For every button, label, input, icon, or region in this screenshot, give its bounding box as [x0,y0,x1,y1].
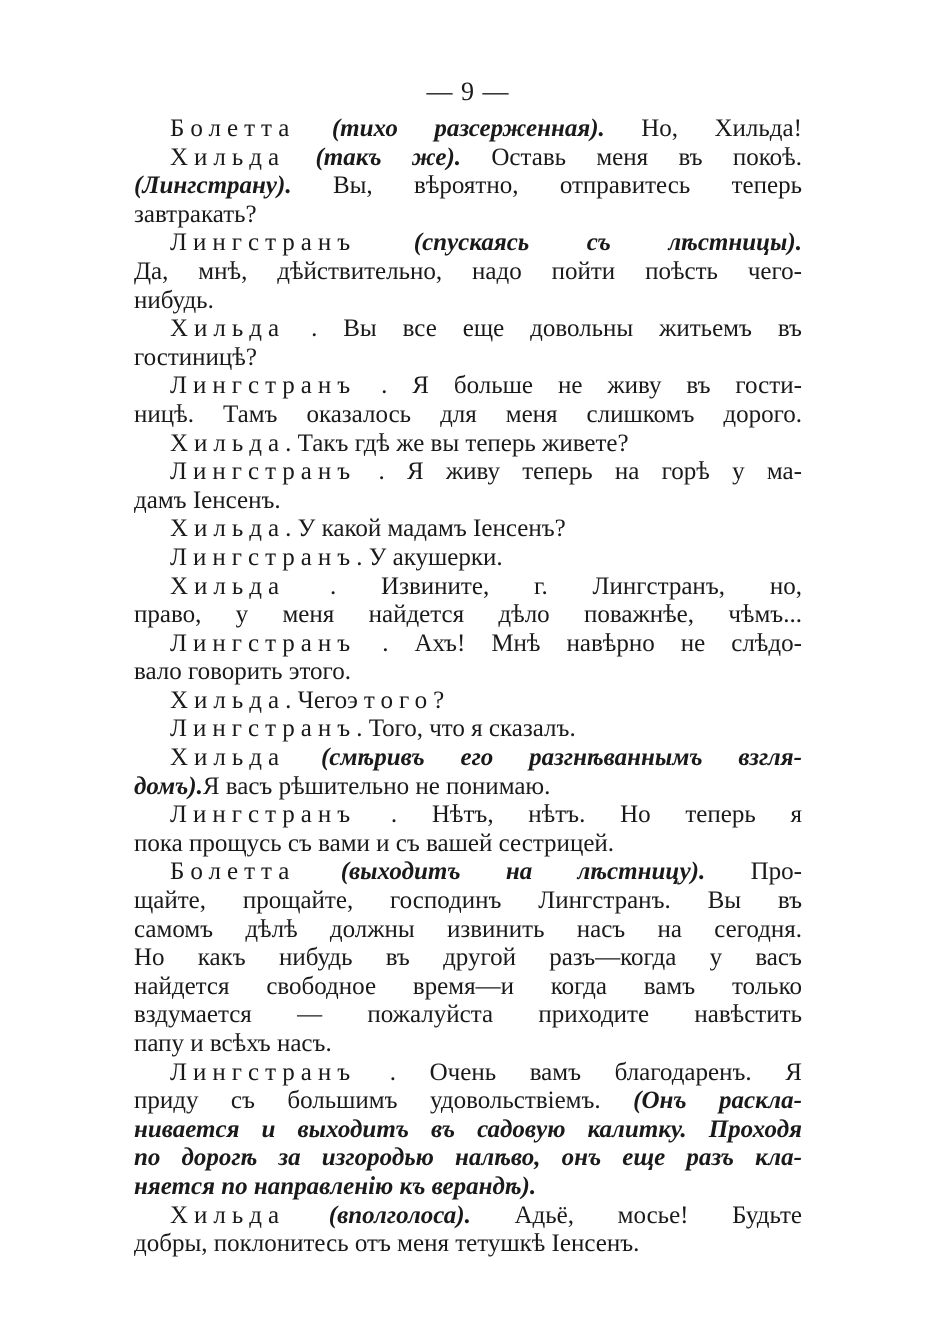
stage-direction: лѣстницы). [668,229,802,257]
stage-direction: въ [431,1115,456,1143]
stage-direction: домъ). [134,772,203,800]
speaker-name: Хильда [170,429,286,457]
dialogue-text: Я васъ рѣшительно не понимаю. [202,772,551,800]
dialogue-text: еще [462,315,505,343]
speaker-name: Хильда [170,572,286,600]
stage-direction: (спускаясь [413,229,530,257]
text-line [134,1144,802,1173]
dialogue-text: . [389,1058,397,1086]
text-line [134,1173,802,1202]
text-line [134,430,802,459]
dialogue-text: въ [686,372,711,400]
dialogue-text: . [381,372,388,400]
stage-direction: калитку. [587,1115,687,1143]
text-line [134,344,802,373]
speaker-name: Лингстранъ [170,229,357,257]
speaker-name: Хильда [170,315,286,343]
dialogue-text: вало говорить этого. [134,658,351,686]
dialogue-text: господинъ [390,887,502,915]
stage-direction: (тихо [331,115,398,142]
dialogue-text: найдется [134,972,230,1000]
speaker-name: Болетта [170,115,296,142]
dialogue-text: приходите [538,1001,650,1029]
stage-direction: на [505,858,533,886]
speaker-name: Лингстранъ [170,715,357,743]
dialogue-text: дорого. [723,400,802,428]
speaker-name: Хильда [170,686,286,714]
dialogue-text: слишкомъ [586,400,695,428]
text-line [134,630,802,659]
text-line [134,458,802,487]
text-line [134,830,802,859]
dialogue-text: навѣрно [566,629,655,657]
dialogue-text: ницѣ. [134,400,194,428]
dialogue-text: насъ [576,915,626,943]
stage-direction: садовую [477,1115,566,1143]
dialogue-text: Лингстранъ. [538,887,671,915]
text-line [134,229,802,258]
dialogue-text: на [657,915,682,943]
dialogue-text: теперь [731,172,802,200]
stage-direction: разгнѣваннымъ [529,744,703,772]
dialogue-text: Мнѣ [491,629,541,657]
dialogue-text: житьемъ [659,315,752,343]
dialogue-text: ма- [766,458,802,486]
dialogue-text: въ [777,315,802,343]
dialogue-text: Про- [750,858,802,886]
text-line [134,1230,802,1259]
dialogue-text: но, [769,572,802,600]
text-line [134,1087,802,1116]
text-line [134,372,802,401]
dialogue-text: . У акушерки. [356,543,503,571]
dialogue-text: пока прощусь съ вами и съ вашей сестрицей. [134,829,615,857]
dialogue-text: чего- [747,257,802,285]
dialogue-text: время—и [412,972,514,1000]
dialogue-text: извинить [446,915,545,943]
text-line [134,687,802,716]
dialogue-text: папу и всѣхъ насъ. [134,1030,332,1057]
dialogue-text: теперь [685,801,756,829]
speaker-name: Хильда [170,744,286,772]
dialogue-text: дамъ Іенсенъ. [134,486,281,514]
dialogue-text: завтракать? [134,200,257,228]
dialogue-text: Оставь [491,143,567,171]
dialogue-text: вамъ [529,1058,582,1086]
dialogue-text: у [709,944,723,972]
dialogue-text: меня [282,601,335,629]
dialogue-text: поважнѣе, [584,601,695,629]
dialogue-text: найдется [368,601,465,629]
stage-direction: (Онъ [633,1087,687,1115]
text-line [134,1116,802,1145]
speaker-name: Хильда [170,1201,286,1229]
stage-direction: кла- [755,1144,802,1172]
stage-direction: же). [411,143,462,171]
dialogue-text: не [680,629,706,657]
speaker-name: Лингстранъ [170,543,357,571]
dialogue-text: Но [620,801,651,829]
dialogue-text: Вы [343,315,377,343]
dialogue-text: мосье! [617,1201,689,1229]
stage-direction: лѣстницу). [577,858,706,886]
stage-direction: (такъ [315,143,382,171]
dialogue-text: вамъ [643,972,696,1000]
text-line [134,1030,802,1059]
dialogue-text: чѣмъ... [728,601,802,629]
stage-direction: разъ [686,1144,734,1172]
stage-direction: (вполголоса). [328,1201,471,1229]
dialogue-text: . [378,458,385,486]
speaker-name: Лингстранъ [170,372,357,400]
text-line [134,1001,802,1030]
speaker-name: Лингстранъ [170,629,357,657]
dialogue-text: добры, поклонитесь отъ меня тетушкѣ Іенсенъ. [134,1230,640,1258]
dialogue-text: Будьте [732,1201,802,1229]
dialogue-text: все [402,315,437,343]
dialogue-text: должны [329,915,415,943]
dialogue-text: дѣло [498,601,550,629]
stage-direction: по [134,1144,161,1172]
stage-direction: раскла- [719,1087,802,1115]
dialogue-text: покоѣ. [732,143,802,171]
dialogue-text: дѣлѣ [245,915,298,943]
stage-direction: его [460,744,494,772]
dialogue-text: на [614,458,640,486]
dialogue-text: Лингстранъ, [592,572,725,600]
text-line [134,515,802,544]
dialogue-text: теперь [522,458,593,486]
dialogue-text: отправитесь [559,172,691,200]
text-line [134,1059,802,1088]
stage-direction: еще [622,1144,666,1172]
dialogue-text: разъ—когда [549,944,677,972]
dialogue-text: Я [406,458,424,486]
text-line [134,944,802,973]
dialogue-text: оказалось [306,400,412,428]
text-line [134,115,802,144]
stage-direction: онъ [561,1144,602,1172]
dialogue-text: меня [505,400,558,428]
text-line [134,172,802,201]
dialogue-text: гостиницѣ? [134,343,257,371]
dialogue-text: самомъ [134,915,214,943]
dialogue-text: прощайте, [242,887,354,915]
dialogue-text: . [329,572,337,600]
text-line [134,287,802,316]
dialogue-text: меня [596,143,649,171]
dialogue-text: когда [550,972,607,1000]
dialogue-text: только [731,972,802,1000]
dialogue-text: щайте, [134,887,206,915]
speaker-name: Лингстранъ [170,1058,357,1086]
stage-direction: (Лингстрану). [134,172,292,200]
dialogue-text: надо [472,257,522,285]
dialogue-text: вздумается [134,1001,252,1029]
dialogue-text: Адьё, [514,1201,574,1229]
dialogue-text: горѣ [661,458,710,486]
dialogue-text: сегодня. [714,915,802,943]
text-line [134,773,802,802]
stage-direction: съ [586,229,611,257]
stage-direction: налѣво, [455,1144,541,1172]
dialogue-text: Хильда! [714,115,802,142]
stage-direction: (выходитъ [340,858,461,886]
text-line [134,201,802,230]
dialogue-text: мнѣ, [198,257,248,285]
dialogue-text: приду [134,1087,199,1115]
text-line [134,544,802,573]
stage-direction: нивается [134,1115,240,1143]
dialogue-text: Я [412,372,429,400]
dialogue-text: свободное [266,972,377,1000]
dialogue-text: — [297,1001,323,1029]
text-line [134,1202,802,1231]
dialogue-text: . [311,315,318,343]
dialogue-text: . [390,801,398,829]
dialogue-text: въ [777,887,802,915]
speaker-name: этого [347,686,434,714]
text-line [134,401,802,430]
dialogue-text: живу [607,372,662,400]
dialogue-text: васъ [755,944,802,972]
speaker-name: Лингстранъ [170,458,357,486]
dialogue-text: удовольствіемъ. [429,1087,601,1115]
dialogue-text: благодаренъ. [614,1058,752,1086]
text-line [134,916,802,945]
speaker-name: Хильда [170,143,286,171]
stage-direction: выходитъ [297,1115,409,1143]
dialogue-text: поѣсть [645,257,718,285]
dialogue-text: у [732,458,745,486]
dialogue-text: право, [134,601,202,629]
dialogue-text: живу [445,458,500,486]
page-number: — 9 — [426,77,510,106]
dialogue-text: Да, [134,257,169,285]
book-page [134,78,802,1259]
dialogue-text: Но [134,944,165,972]
text-line [134,715,802,744]
text-line [134,744,802,773]
stage-direction: дорогѣ [181,1144,258,1172]
dialogue-text: Тамъ [222,400,278,428]
text-line [134,887,802,916]
speaker-name: Хильда [170,515,286,543]
dialogue-text: навѣстить [694,1001,802,1029]
dialogue-text: въ [678,143,703,171]
text-line [134,487,802,516]
dialogue-text: . У какой мадамъ Іенсенъ? [285,515,566,543]
stage-direction: Проходя [708,1115,802,1143]
dialogue-text: другой [443,944,516,972]
text-line [134,315,802,344]
speaker-name: Болетта [170,858,296,886]
dialogue-text: Вы [707,887,742,915]
dialogue-text: нибудь [278,944,353,972]
dialogue-text: . [382,629,389,657]
dialogue-text: слѣдо- [731,629,802,657]
dialogue-text: въ [385,944,410,972]
dialogue-text: Очень [429,1058,497,1086]
dialogue-text: пожалуйста [367,1001,494,1029]
stage-direction: и [261,1115,276,1143]
dialogue-text: нѣтъ. [528,801,586,829]
dialogue-text: . Такъ гдѣ же вы теперь живете? [285,429,629,457]
stage-direction: изгородью [321,1144,434,1172]
dialogue-text: не [557,372,583,400]
dialogue-text: довольны [530,315,634,343]
text-line [134,801,802,830]
dialogue-text: я [790,801,802,829]
stage-direction: няется по направленію къ верандѣ). [134,1172,537,1200]
dialogue-text: гости- [735,372,802,400]
text-line [134,973,802,1002]
dialogue-text: какъ [197,944,246,972]
dialogue-text: пойти [551,257,616,285]
stage-direction: разсерженная). [434,115,605,142]
dialogue-text: Нѣтъ, [431,801,494,829]
stage-direction: взгля- [738,744,802,772]
text-line [134,601,802,630]
dialogue-text: . Того, что я сказалъ. [356,715,576,743]
dialogue-text: Ахъ! [414,629,466,657]
dialogue-text: Вы, [332,172,373,200]
text-line [134,144,802,173]
speaker-name: Лингстранъ [170,801,357,829]
text-line [134,573,802,602]
dialogue-text: у [235,601,249,629]
dialogue-text: г. [534,572,548,600]
dialogue-text: дѣйствительно, [277,257,443,285]
dialogue-text: Я [785,1058,802,1086]
dialogue-text: больше [453,372,534,400]
text-line [134,858,802,887]
dialogue-text: съ [230,1087,255,1115]
text-line [134,258,802,287]
dialogue-text: для [440,400,477,428]
dialogue-text: . Чего [285,686,348,714]
dialogue-text: ? [433,686,445,714]
dialogue-text: Но, [641,115,679,142]
stage-direction: за [278,1144,301,1172]
stage-direction: (смѣривъ [320,744,425,772]
text-line [134,658,802,687]
dialogue-text: большимъ [287,1087,398,1115]
dialogue-text: нибудь. [134,286,214,314]
dialogue-text: Извините, [381,572,490,600]
play-text [134,115,802,1259]
dialogue-text: вѣроятно, [414,172,519,200]
